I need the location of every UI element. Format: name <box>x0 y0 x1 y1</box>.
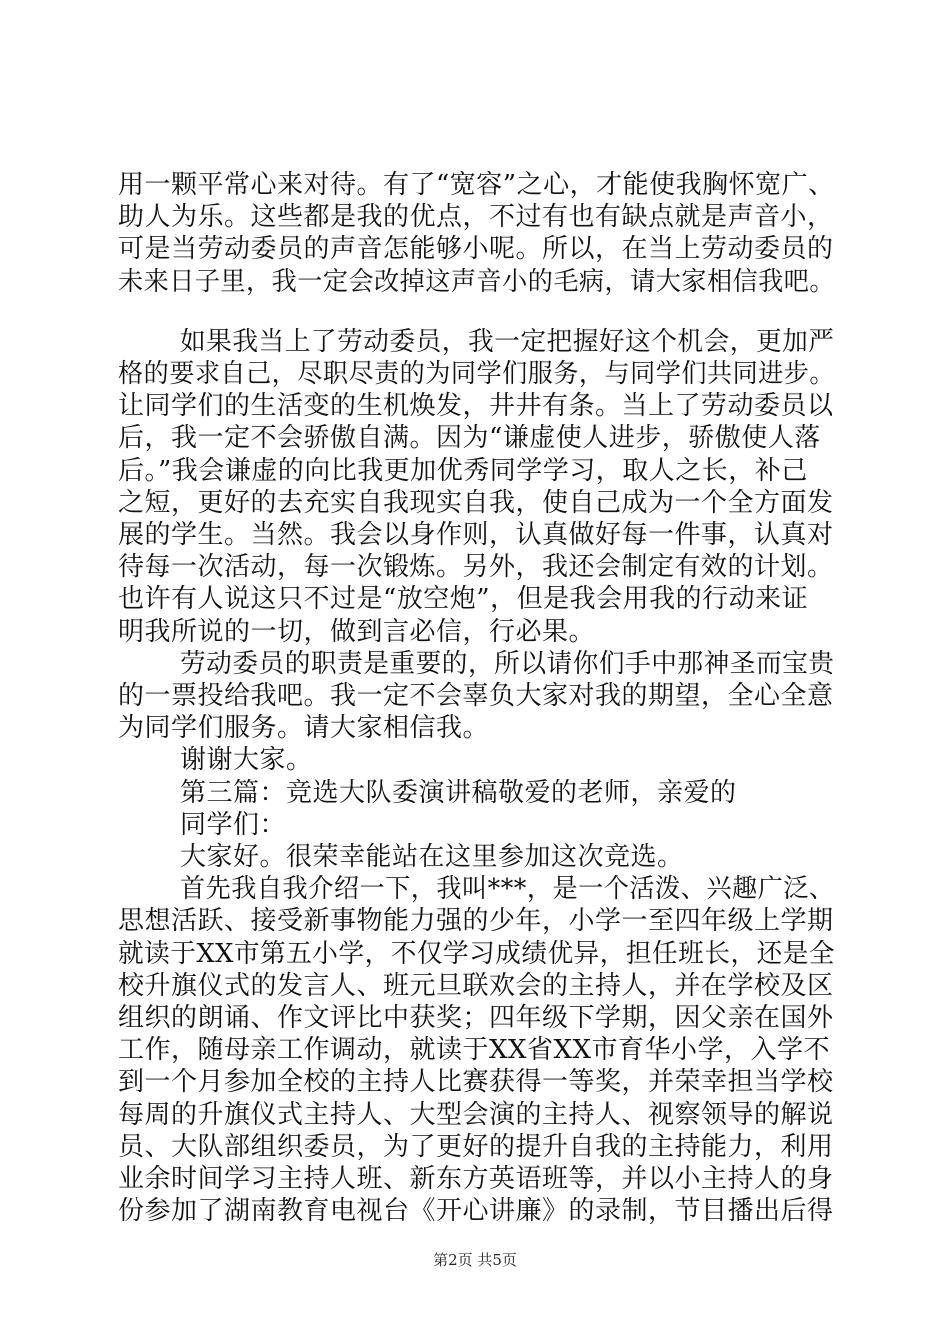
text-line: 组织的朗诵、作文评比中获奖；四年级下学期，因父亲在国外 <box>118 1003 834 1033</box>
text-line: 员、大队部组织委员，为了更好的提升自我的主持能力，利用 <box>118 1131 834 1162</box>
text-line: 思想活跃、接受新事物能力强的少年，小学一至四年级上学期 <box>118 906 834 937</box>
text-line: 首先我自我介绍一下，我叫***，是一个活泼、兴趣广泛、 <box>180 874 835 905</box>
text-line: 后，我一定不会骄傲自满。因为“谦虚使人进步，骄傲使人落 <box>118 423 821 454</box>
text-line: 用一颗平常心来对待。有了“宽容”之心，才能使我胸怀宽广、 <box>118 170 835 200</box>
text-line: 校升旗仪式的发言人、班元旦联欢会的主持人，并在学校及区 <box>118 970 834 1001</box>
text-line: 劳动委员的职责是重要的，所以请你们手中那神圣而宝贵 <box>180 648 835 679</box>
text-line: 份参加了湖南教育电视台《开心讲廉》的录制，节目播出后得 <box>118 1196 834 1227</box>
text-line: 业余时间学习主持人班、新东方英语班等，并以小主持人的身 <box>118 1164 834 1194</box>
text-line: 工作，随母亲工作调动，就读于XX省XX市育华小学，入学不 <box>118 1035 831 1066</box>
text-line: 后。”我会谦虚的向比我更加优秀同学学习，取人之长，补己 <box>118 455 808 486</box>
text-line: 为同学们服务。请大家相信我。 <box>118 713 490 744</box>
page-number: 第2页 共5页 <box>433 1251 517 1269</box>
text-line: 到一个月参加全校的主持人比赛获得一等奖，并荣幸担当学校 <box>118 1067 834 1098</box>
text-line: 同学们： <box>180 809 287 840</box>
section-heading: 第三篇：竞选大队委演讲稿敬爱的老师，亲爱的 <box>180 777 737 808</box>
text-line: 待每一次活动，每一次锻炼。另外，我还会制定有效的计划。 <box>118 552 834 583</box>
text-line: 如果我当上了劳动委员，我一定把握好这个机会，更加严 <box>180 326 835 357</box>
text-line: 可是当劳动委员的声音怎能够小呢。所以，在当上劳动委员的 <box>118 234 834 265</box>
text-line: 就读于XX市第五小学，不仅学习成绩优异，担任班长，还是全 <box>118 938 835 969</box>
text-line: 也许有人说这只不过是“放空炮”，但是我会用我的行动来证 <box>118 584 809 615</box>
text-line: 助人为乐。这些都是我的优点，不过有也有缺点就是声音小， <box>118 202 834 233</box>
text-line: 的一票投给我吧。我一定不会辜负大家对我的期望，全心全意 <box>118 681 834 711</box>
text-line: 谢谢大家。 <box>180 745 313 776</box>
text-line: 明我所说的一切，做到言必信，行必果。 <box>118 616 596 647</box>
text-line: 格的要求自己，尽职尽责的为同学们服务，与同学们共同进步。 <box>118 359 836 389</box>
text-line: 之短，更好的去充实自我现实自我，使自己成为一个全方面发 <box>118 487 834 518</box>
text-line: 展的学生。当然。我会以身作则，认真做好每一件事，认真对 <box>118 520 834 550</box>
text-line: 未来日子里，我一定会改掉这声音小的毛病，请大家相信我吧。 <box>118 266 836 297</box>
text-line: 让同学们的生活变的生机焕发，井井有条。当上了劳动委员以 <box>118 391 834 422</box>
text-line: 大家好。很荣幸能站在这里参加这次竞选。 <box>180 842 684 872</box>
text-line: 每周的升旗仪式主持人、大型会演的主持人、视察领导的解说 <box>118 1099 834 1130</box>
